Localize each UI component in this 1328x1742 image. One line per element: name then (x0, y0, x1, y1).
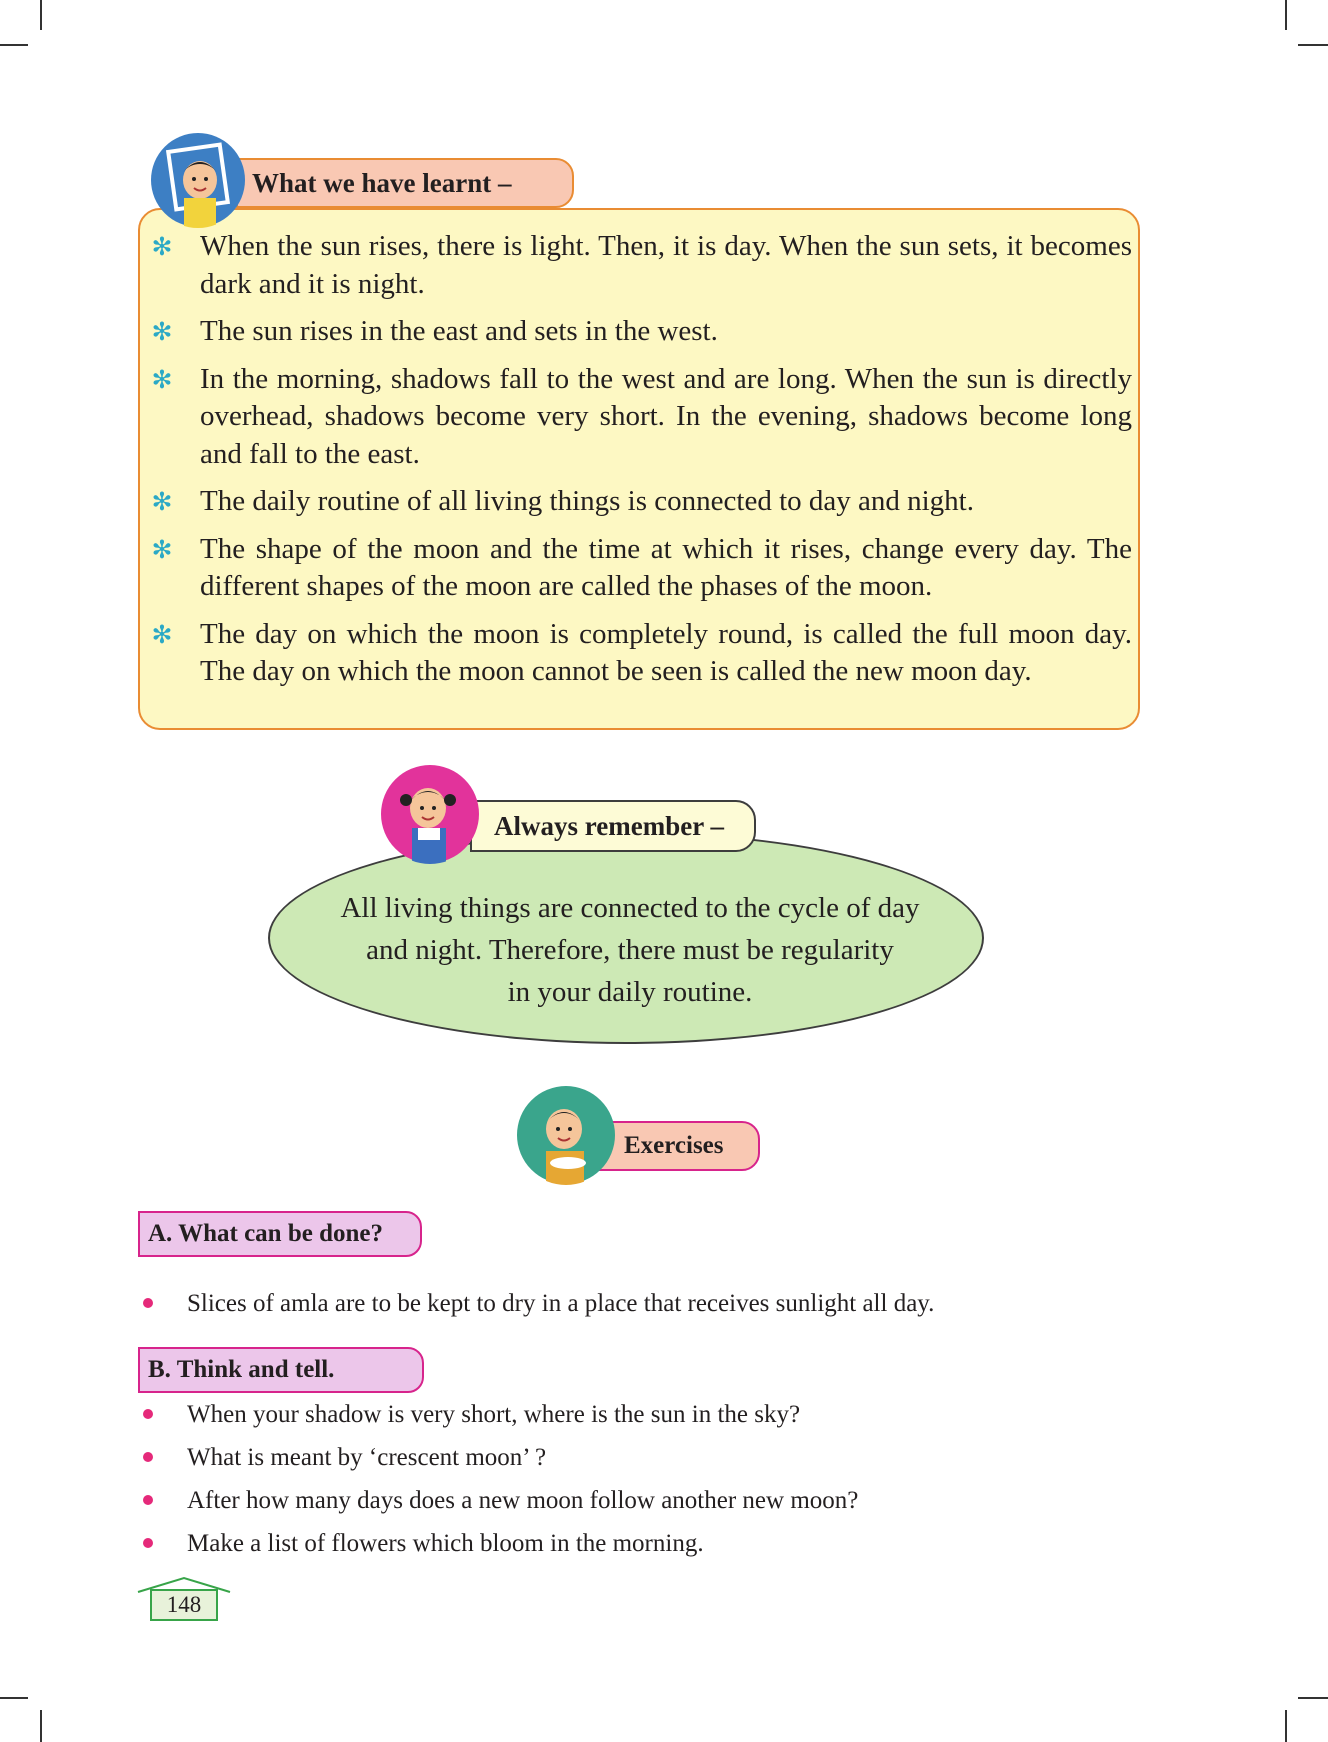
crop-mark (1285, 0, 1287, 30)
learnt-point: ✻ In the morning, shadows fall to the west and are long. When the sun is directly overhead, shadows become very short. In the evening, shadows become long and fall to the east. (148, 361, 1132, 474)
exercises-heading: Exercises (590, 1121, 760, 1171)
section-b-list (140, 1393, 858, 1565)
remember-heading: Always remember – (470, 800, 756, 852)
girl-illustration (380, 764, 480, 864)
remember-line: and night. Therefore, there must be regularity (366, 934, 894, 966)
asterisk-bullet-icon: ✻ (151, 232, 173, 261)
section-b-title: B. Think and tell. (138, 1347, 424, 1393)
learnt-point: ✻ The daily routine of all living things is connected to day and night. (148, 483, 1132, 521)
section-a-title: A. What can be done? (138, 1211, 422, 1257)
remember-text (300, 887, 960, 1013)
crop-mark (1298, 1697, 1328, 1699)
section-a-list (140, 1282, 934, 1325)
crop-mark (1285, 1710, 1287, 1742)
list-item: Slices of amla are to be kept to dry in a place that receives sunlight all day. (140, 1282, 934, 1325)
asterisk-bullet-icon: ✻ (151, 317, 173, 346)
learnt-point: ✻ The day on which the moon is completely round, is called the full moon day. The day on which the moon cannot be seen is called the new moon day. (148, 616, 1132, 691)
crop-mark (40, 1710, 42, 1742)
crop-mark (0, 44, 28, 46)
learnt-point: ✻ The shape of the moon and the time at which it rises, change every day. The different shapes of the moon are called the phases of the moon. (148, 531, 1132, 606)
asterisk-bullet-icon: ✻ (151, 487, 173, 516)
learnt-points (148, 228, 1132, 701)
list-item: Make a list of flowers which bloom in the morning. (140, 1522, 858, 1565)
asterisk-bullet-icon: ✻ (151, 534, 173, 564)
list-item: When your shadow is very short, where is the sun in the sky? (140, 1393, 858, 1436)
remember-line: in your daily routine. (507, 976, 753, 1008)
boy-eating-illustration (516, 1085, 616, 1185)
learnt-heading: What we have learnt – (236, 158, 574, 208)
list-item: What is meant by ‘crescent moon’ ? (140, 1436, 858, 1479)
crop-mark (40, 0, 42, 30)
learnt-point: ✻ When the sun rises, there is light. Then, it is day. When the sun sets, it becomes dark and it is night. (148, 228, 1132, 303)
page-number: 148 (150, 1589, 218, 1621)
crop-mark (1298, 44, 1328, 46)
learnt-point: ✻ The sun rises in the east and sets in the west. (148, 313, 1132, 351)
asterisk-bullet-icon: ✻ (151, 619, 173, 649)
asterisk-bullet-icon: ✻ (151, 364, 173, 394)
list-item: After how many days does a new moon follow another new moon? (140, 1479, 858, 1522)
remember-line: All living things are connected to the cycle of day (340, 892, 920, 924)
crop-mark (0, 1697, 28, 1699)
boy-with-frame-illustration (150, 132, 246, 228)
